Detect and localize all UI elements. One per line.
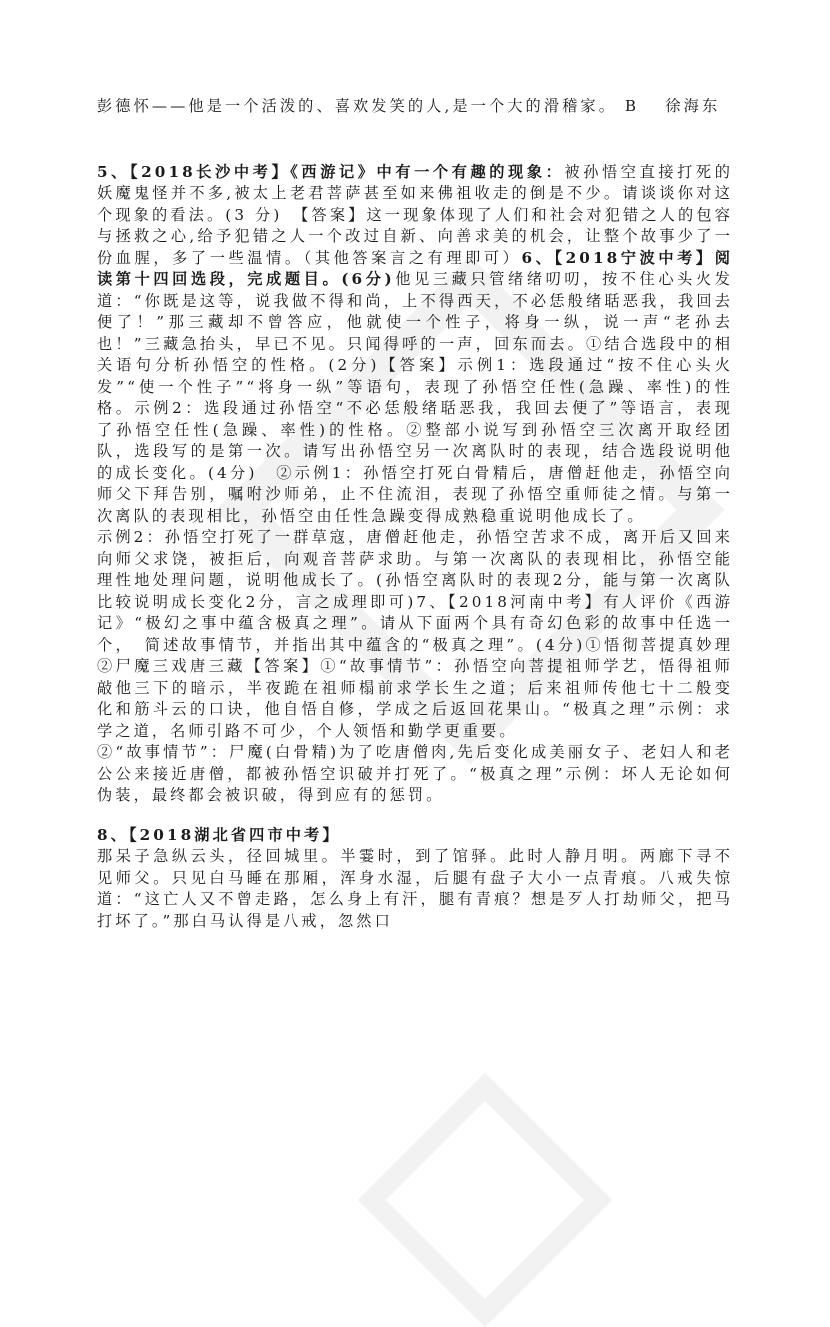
q7-answer1: 【答案】①“故事情节”：孙悟空向菩提祖师学艺，悟得祖师敲他三下的暗示，半夜跪在祖师榻前求学长生之道；后来祖师传他七十二般变化和筋斗云的口诀，他自悟自修，学成之后返回花果山。“极真之理”示例：求学之道，名师引路不可少，个人领悟和勤学更重要。 [97,657,733,740]
q7-question: 有人评价《西游记》“极幻之事中蕴含极真之理”。请从下面两个具有奇幻色彩的故事中任选一个， 简述故事情节，并指出其中蕴含的“极真之理”。(4分)①悟彻菩提真妙理 ②尸魔三戏唐三藏 [97,592,788,675]
q5-question-answer: 被孙悟空直接打死的妖魔鬼怪并不多,被太上老君菩萨甚至如来佛祖收走的倒是不少。请谈谈你对这个现象的看法。(3 分) 【答案】这一现象体现了人们和社会对犯错之人的包容与拯救之心,给予犯错之人一个改过自新、向善求美的机会，让整个故事少了一份血腥，多了一些温情。（其他答案言之有理即可） [97,162,733,267]
q7-heading: 7、【2018河南中考】 [416,592,604,611]
question-5 [97,162,733,528]
q6-passage: 他见三藏只管绪绪叨叨，按不住心头火发道：“你既是这等，说我做不得和尚，上不得西天，不必恁般绪聒恶我，我回去便了！”那三藏却不曾答应，他就使一个性子，将身一纵，说一声“老孙去也！”三藏急抬头，早已不见。只闻得呼的一声，回东而去。 [97,270,733,353]
q6-part1: ①结合选段中的相关语句分析孙悟空的性格。(2分)【答案】示例1：选段通过“按不住心头火发”“使一个性子”“将身一纵”等语句，表现了孙悟空任性(急躁、率性)的性格。示例2：选段通过孙悟空“不必恁般绪聒恶我，我回去便了”等语言，表现了孙悟空任性(急躁、率性)的性格。 [97,334,733,439]
q6-example2: 示例2：孙悟空打死了一群草寇，唐僧赶他走，孙悟空苦求不成，离开后又回来向师父求饶，被拒后，向观音菩萨求助。与第一次离队的表现相比，孙悟空能理性地处理问题，说明他成长了。(孙悟空离队时的表现2分，能与第一次离队比较说明成长变化2分，言之成理即可)7、【2018河南中考】有人评价《西游记》“极幻之事中蕴含极真之理”。请从下面两个具有奇幻色彩的故事中任选一个， 简述故事情节，并指出其中蕴含的“极真之理”。(4分)①悟彻菩提真妙理 ②尸魔三戏唐三藏【答案】①“故事情节”：孙悟空向菩提祖师学艺，悟得祖师敲他三下的暗示，半夜跪在祖师榻前求学长生之道；后来祖师传他七十二般变化和筋斗云的口诀，他自悟自修，学成之后返回花果山。“极真之理”示例：求学之道，名师引路不可少，个人领悟和勤学更重要。 [97,528,788,740]
watermark-logo-bottom [358,1073,613,1327]
q8-heading: 8、【2018湖北省四市中考】 [97,825,341,844]
q6-part2: ②整部小说写到孙悟空三次离开取经团队，选段写的是第一次。请写出孙悟空另一次离队时的表现，结合选段说明他的成长变化。(4分) ②示例1：孙悟空打死白骨精后，唐僧赶他走，孙悟空向师父下拜告别，嘱咐沙师弟，止不住流泪，表现了孙悟空重师徒之情。与第一次离队的表现相比，孙悟空由任性急躁变得成熟稳重说明他成长了。 [97,420,733,525]
q7-answer2: ②“故事情节”：尸魔(白骨精)为了吃唐僧肉,先后变化成美丽女子、老妇人和老公公来接近唐僧，都被孙悟空识破并打死了。“极真之理”示例：坏人无论如何伪装，最终都会被识破，得到应有的惩罚。 [97,743,733,804]
q6-heading: 6、【2018宁波中考】阅读第十四回选段，完成题目。(6分) [97,248,733,288]
q8-passage: 那呆子急纵云头，径回城里。半霎时，到了馆驿。此时人静月明。两廊下寻不见师父。只见白马睡在那厢，浑身水湿，后腿有盘子大小一点青痕。八戒失惊道：“这亡人又不曾走路，怎么身上有汗，腿有青痕？想是歹人打劫师父，把马打坏了。”那白马认得是八戒，忽然口 [97,847,733,930]
document-page [97,96,788,932]
intro-line: 彭德怀——他是一个活泼的、喜欢发笑的人,是一个大的滑稽家。 B 徐海东 [97,97,721,115]
q5-heading: 5、【2018长沙中考】《西游记》中有一个有趣的现象： [97,162,565,181]
